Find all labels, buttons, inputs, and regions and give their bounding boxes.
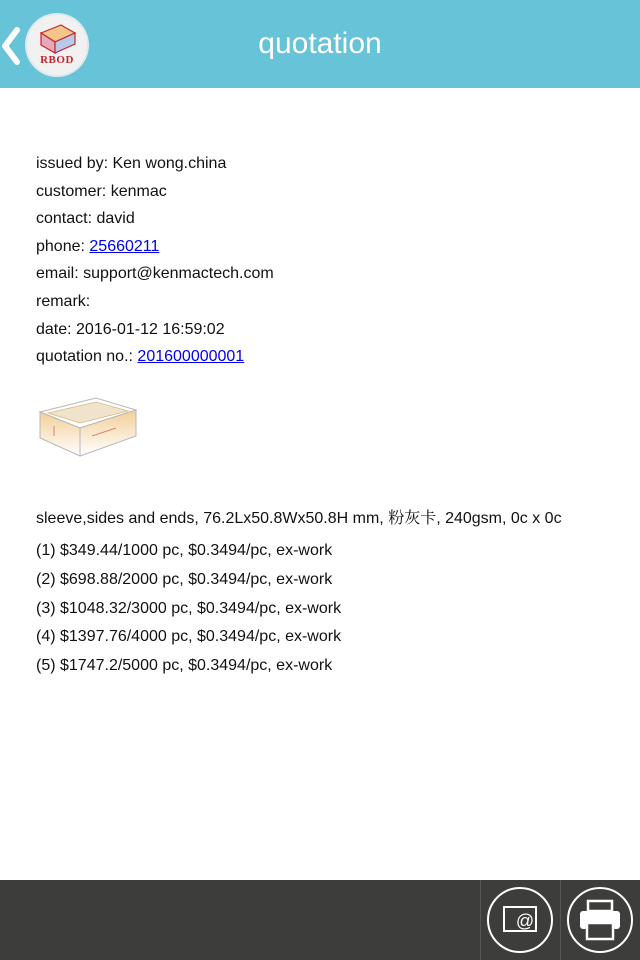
email-label: email: [36,265,84,283]
contact-value: david [96,210,135,228]
price-item: (1) $349.44/1000 pc, $0.3494/pc, ex-work [36,542,333,559]
customer-value: kenmac [110,182,167,200]
phone-link[interactable]: 25660211 [89,237,160,255]
toolbar-divider [480,880,481,960]
contact-line [36,207,274,235]
bottom-toolbar [0,880,640,960]
printer-icon [569,889,631,951]
customer-line [36,180,274,208]
product-spec: sleeve,sides and ends, 76.2Lx50.8Wx50.8H mm, 粉灰卡, 240gsm, 0c x 0c [36,510,562,527]
date-label: date: [36,320,77,338]
svg-text:@: @ [515,911,535,931]
price-item: (3) $1048.32/3000 pc, $0.3494/pc, ex-work [36,599,342,617]
price-item: (4) $1397.76/4000 pc, $0.3494/pc, ex-work [36,628,342,646]
customer-label: customer: [36,182,111,200]
email-button[interactable] [487,887,553,953]
price-list [36,540,341,684]
phone-line [36,235,274,263]
date-line [36,318,274,346]
remark-label: remark: [36,292,91,310]
toolbar-divider [560,880,561,960]
logo-text: RBOD [40,54,74,66]
issued-by-line [36,152,274,180]
print-button[interactable] [567,887,633,953]
box-icon [36,390,140,462]
remark-line [36,290,274,318]
price-item: (5) $1747.2/5000 pc, $0.3494/pc, ex-work [36,657,333,675]
price-item: (2) $698.88/2000 pc, $0.3494/pc, ex-work [36,570,333,588]
date-value: 2016-01-12 16:59:02 [76,320,225,338]
page-title: quotation [258,27,382,60]
quotation-no-link[interactable]: 201600000001 [137,348,245,366]
email-icon [489,889,551,951]
quotation-no-line [36,345,274,373]
email-line [36,262,274,290]
product-box-image [36,390,140,462]
header-bar [0,0,640,88]
contact-label: contact: [36,210,97,228]
issued-by-value: Ken wong.china [112,155,227,172]
quotation-no-label: quotation no.: [36,348,138,366]
issued-by-label: issued by: [36,155,113,172]
email-value: support@kenmactech.com [83,265,274,283]
phone-label: phone: [36,237,90,255]
quotation-info [36,152,274,373]
